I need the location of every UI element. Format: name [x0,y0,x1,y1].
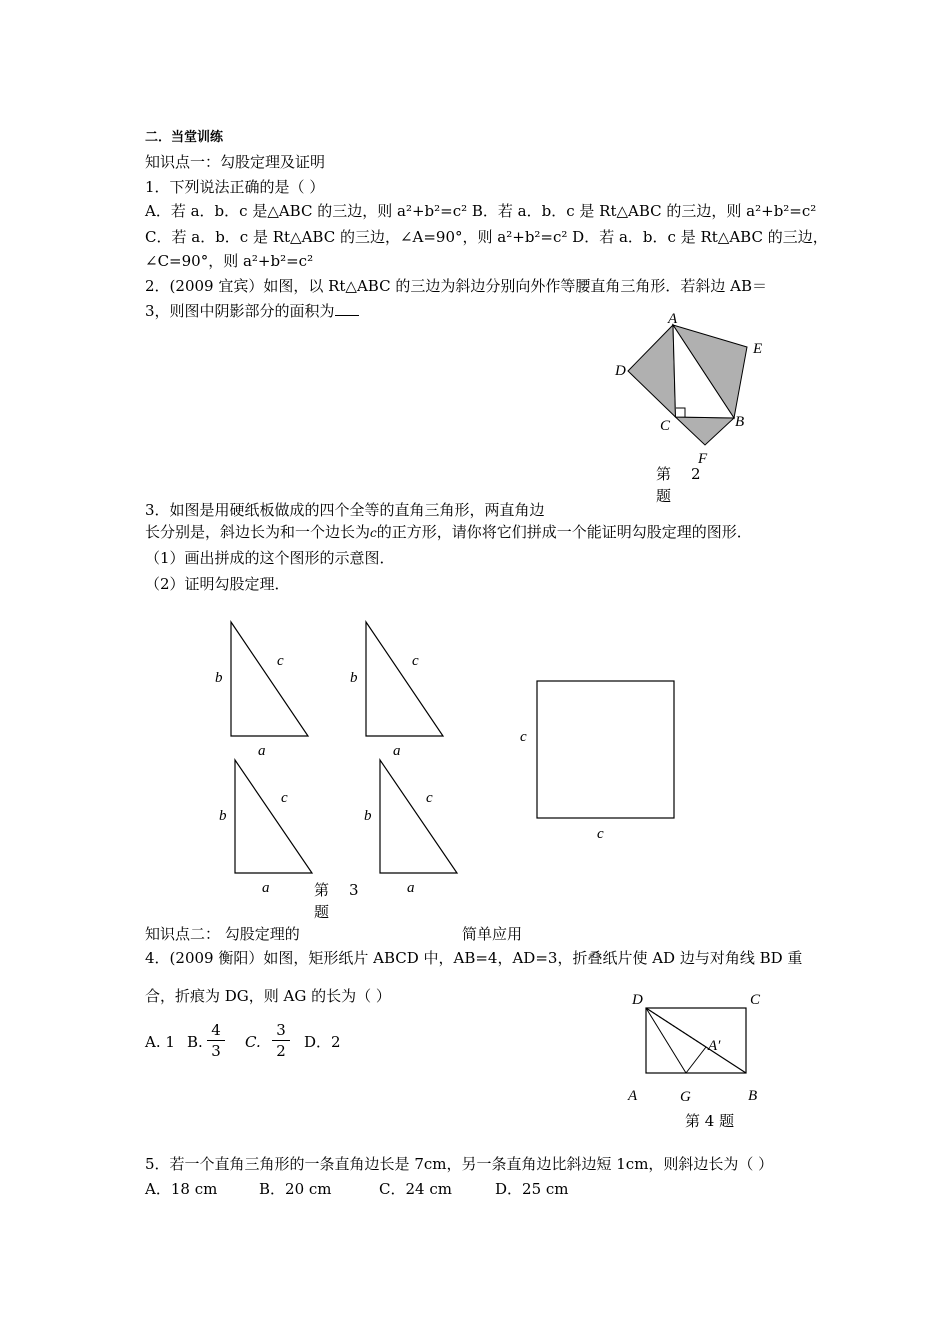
q4-option-c-label: C. [245,1033,261,1051]
svg-text:a: a [393,743,401,759]
q1-options-cd: C．若 a．b．c 是 Rt△ABC 的三边，∠A=90°，则 a²+b²=c² D．若 a．b．c 是 Rt△ABC 的三边， [145,228,828,246]
triangle-4 [364,760,457,896]
label-e: E [753,341,763,357]
q4-text-line2: 合，折痕为 DG，则 AG 的长为（ ） [145,987,391,1005]
q3-figure [200,615,700,915]
q4-text-line1: 4．(2009 衡阳）如图，矩形纸片 ABCD 中，AB=4，AD=3，折叠纸片使 AD 边与对角线 BD 重 [145,949,803,967]
triangle-3 [219,760,312,896]
label-f: F [698,451,708,467]
label-g: G [680,1089,691,1105]
label-b: B [748,1088,758,1104]
svg-text:c: c [412,653,419,669]
q4-figure [620,988,780,1113]
svg-text:a: a [407,880,415,896]
q3-text-line1: 3．如图是用硬纸板做成的四个全等的直角三角形，两直角边 [145,501,545,519]
q4-option-b-label: B. [187,1033,203,1051]
label-c: C [750,992,761,1008]
q2-caption-di: 第 [656,465,672,483]
svg-text:c: c [281,790,288,806]
q3-caption-di: 第 [314,881,330,899]
knowledge-point-2-title-part2: 简单应用 [462,925,523,943]
segment-a1g [686,1047,706,1073]
knowledge-point-2-title-part1: 知识点二： 勾股定理的 [145,925,300,943]
q3-text-line2: 长分别是，斜边长为和一个边长为c的正方形，请你将它们拼成一个能证明勾股定理的图形． [145,523,752,541]
triangle-1 [215,622,308,759]
label-d: D [615,363,626,379]
svg-text:c: c [426,790,433,806]
q4-option-b-fraction: 4 3 [207,1021,225,1060]
q4-option-c-fraction: 3 2 [272,1021,290,1060]
shaded-triangle-bcf [676,417,735,445]
q3-caption-ti: 题 [314,903,330,921]
svg-text:c: c [277,653,284,669]
knowledge-point-1-title: 知识点一：勾股定理及证明 [145,153,326,171]
q2-text-line2: 3，则图中阴影部分的面积为 [145,301,359,321]
svg-text:c: c [520,729,527,745]
q3-caption-num: 3 [349,881,359,899]
q2-text-line1: 2．(2009 宜宾）如图，以 Rt△ABC 的三边为斜边分别向外作等腰直角三角形．若斜边 AB＝ [145,277,767,295]
q2-answer-blank [335,301,359,316]
q5-option-c: C．24 cm [379,1180,452,1198]
square-c [520,681,674,842]
svg-text:b: b [215,670,223,686]
shaded-triangle-acd [628,325,676,417]
section-heading: 二．当堂训练 [145,130,224,145]
svg-text:b: b [350,670,358,686]
label-c: C [660,418,671,434]
label-a: A [628,1088,638,1104]
svg-text:b: b [364,808,372,824]
svg-text:b: b [219,808,227,824]
label-b: B [735,414,745,430]
q2-figure [600,305,800,475]
label-a: A [668,311,678,327]
q4-caption: 第 4 题 [685,1112,735,1130]
q5-option-a: A．18 cm [145,1180,218,1198]
svg-text:a: a [262,880,270,896]
q5-option-b: B．20 cm [259,1180,332,1198]
q4-option-a: A. 1 [145,1033,175,1051]
q1-options-ab: A．若 a．b．c 是△ABC 的三边，则 a²+b²=c² B．若 a．b．c 是 Rt△ABC 的三边，则 a²+b²=c² [145,202,817,220]
q5-option-d: D．25 cm [495,1180,569,1198]
q1-stem: 1．下列说法正确的是（ ） [145,178,325,196]
q4-option-d: D．2 [304,1033,341,1051]
svg-text:a: a [258,743,266,759]
triangle-2 [350,622,443,759]
q3-sub-2: （2）证明勾股定理． [145,575,290,593]
q1-option-d-continued: ∠C=90°，则 a²+b²=c² [145,252,314,270]
svg-text:c: c [597,826,604,842]
q2-caption-num: 2 [691,465,701,483]
label-d: D [632,992,643,1008]
crease-dg [646,1008,686,1073]
label-a1: A′ [708,1038,721,1054]
q3-sub-1: （1）画出拼成的这个图形的示意图． [145,549,395,567]
q5-text: 5．若一个直角三角形的一条直角边长是 7cm，另一条直角边比斜边短 1cm，则斜边长为（ ） [145,1155,774,1173]
q2-caption-ti: 题 [656,487,672,505]
